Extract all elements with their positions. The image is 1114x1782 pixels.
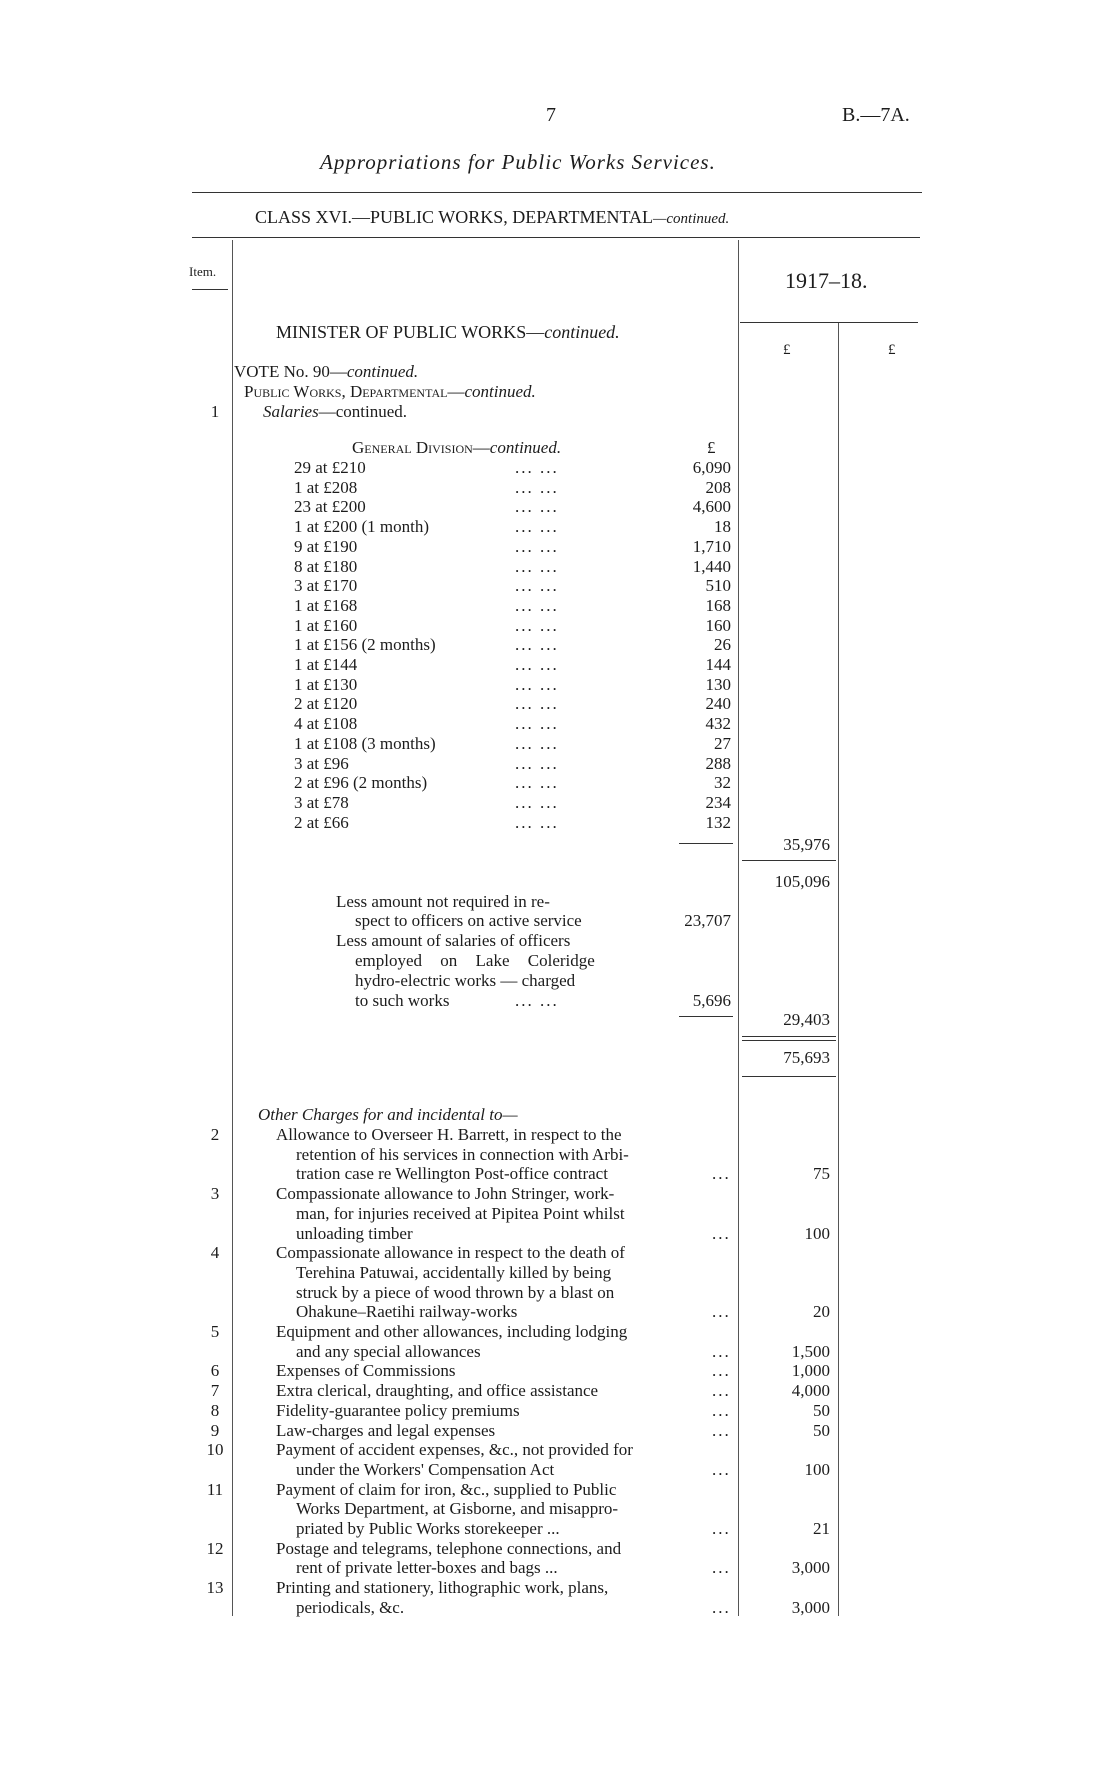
salary-row-amount: 1,710: [692, 537, 731, 556]
vote-heading-continued: continued.: [346, 362, 419, 381]
charge-amount: 3,000: [791, 1598, 830, 1617]
salary-row-amount: 132: [705, 813, 731, 832]
salary-row-amount: 510: [705, 576, 731, 595]
charge-description-line: Ohakune–Raetihi railway-works: [296, 1302, 518, 1321]
item-number: 7: [210, 1381, 220, 1400]
deduction-1-amount: 23,707: [684, 911, 731, 930]
salary-row-label: 4 at £108: [294, 714, 358, 733]
charge-amount: 20: [813, 1302, 830, 1321]
deduction-2-line-4: to such works: [355, 991, 450, 1010]
salary-row-leader: ... ...: [515, 616, 559, 635]
salary-row-leader: ... ...: [515, 714, 559, 733]
year-column-header: 1917–18.: [785, 268, 868, 293]
charge-amount: 50: [813, 1421, 830, 1440]
salary-row-label: 1 at £168: [294, 596, 358, 615]
salary-row-amount: 130: [705, 675, 731, 694]
charge-description-line: Extra clerical, draughting, and office assistance: [276, 1381, 599, 1400]
document-reference: B.—7A.: [842, 104, 910, 126]
charge-description-line: Compassionate allowance to John Stringer, work-: [276, 1184, 615, 1203]
deduction-2-line-2: employed on Lake Coleridge: [355, 951, 595, 970]
class-heading: [255, 207, 729, 228]
charge-leader: ...: [712, 1381, 731, 1400]
charge-amount: 3,000: [791, 1558, 830, 1577]
salary-row-label: 2 at £120: [294, 694, 358, 713]
department-heading-continued: continued.: [464, 382, 536, 401]
salary-row-leader: ... ...: [515, 458, 559, 477]
salary-row-leader: ... ...: [515, 576, 559, 595]
salary-row-amount: 1,440: [692, 557, 731, 576]
item-column-divider: [232, 240, 233, 1616]
salary-row-amount: 144: [705, 655, 731, 674]
charge-description-line: Equipment and other allowances, including lodging: [276, 1322, 628, 1341]
deduction-2-leader: ... ...: [515, 991, 559, 1010]
other-charges-heading: Other Charges for and incidental to—: [258, 1105, 518, 1124]
total-rule: [742, 860, 836, 861]
charge-description-line: Postage and telegrams, telephone connections, and: [276, 1539, 622, 1558]
charge-description-line: retention of his services in connection with Arbi-: [296, 1145, 629, 1164]
salary-row-amount: 18: [714, 517, 731, 536]
amount-column-divider: [738, 240, 739, 1616]
salary-row-amount: 26: [714, 635, 731, 654]
salary-row-leader: ... ...: [515, 497, 559, 516]
general-division-text: General Division—: [352, 438, 490, 457]
header-rule: [192, 237, 920, 238]
charge-amount: 75: [813, 1164, 830, 1183]
charge-description-line: periodicals, &c.: [296, 1598, 405, 1617]
minister-heading: [276, 322, 620, 343]
charge-amount: 100: [804, 1460, 830, 1479]
year-column-divider: [838, 322, 839, 1616]
salary-row-amount: 160: [705, 616, 731, 635]
charge-amount: 4,000: [791, 1381, 830, 1400]
charge-amount: 1,000: [791, 1361, 830, 1380]
salary-row-leader: ... ...: [515, 517, 559, 536]
salaries-heading-continued: —continued.: [318, 402, 408, 421]
item-header-underline: [192, 289, 228, 290]
class-heading-continued: —continued.: [653, 211, 730, 227]
item-number: 3: [210, 1184, 220, 1203]
charge-leader: ...: [712, 1401, 731, 1420]
salary-row-label: 8 at £180: [294, 557, 358, 576]
salary-row-leader: ... ...: [515, 557, 559, 576]
charge-description-line: man, for injuries received at Pipitea Point whilst: [296, 1204, 625, 1223]
salary-row-amount: 6,090: [692, 458, 731, 477]
deductions-total: 29,403: [783, 1010, 830, 1029]
salary-row-label: 9 at £190: [294, 537, 358, 556]
salary-row-amount: 4,600: [692, 497, 731, 516]
salary-row-leader: ... ...: [515, 537, 559, 556]
salary-row-leader: ... ...: [515, 773, 559, 792]
item-number: 4: [210, 1243, 220, 1262]
salary-row-leader: ... ...: [515, 478, 559, 497]
charge-description-line: Printing and stationery, lithographic work, plans,: [276, 1578, 609, 1597]
charge-description-line: under the Workers' Compensation Act: [296, 1460, 555, 1479]
charge-description-line: unloading timber: [296, 1224, 413, 1243]
charge-description-line: Fidelity-guarantee policy premiums: [276, 1401, 520, 1420]
salary-row-leader: ... ...: [515, 596, 559, 615]
salaries-heading: [263, 402, 407, 422]
salary-row-amount: 27: [714, 734, 731, 753]
deduction-2-amount: 5,696: [692, 991, 731, 1010]
class-heading-text: CLASS XVI.—PUBLIC WORKS, DEPARTMENTAL: [255, 207, 654, 227]
charge-description-line: and any special allowances: [296, 1342, 481, 1361]
salary-row-label: 3 at £78: [294, 793, 349, 812]
charge-leader: ...: [712, 1302, 731, 1321]
subtotal-rule: [679, 843, 733, 844]
salary-row-leader: ... ...: [515, 793, 559, 812]
minister-heading-continued: continued.: [544, 322, 620, 342]
deduction-2-line-1: Less amount of salaries of officers: [336, 931, 571, 950]
salary-row-label: 1 at £130: [294, 675, 358, 694]
charge-leader: ...: [712, 1421, 731, 1440]
salary-row-leader: ... ...: [515, 754, 559, 773]
salaries-heading-text: Salaries: [263, 402, 319, 421]
charge-description-line: Law-charges and legal expenses: [276, 1421, 496, 1440]
salary-row-leader: ... ...: [515, 675, 559, 694]
item-column-header: Item.: [189, 264, 217, 279]
deduction-2-line-3: hydro-electric works — charged: [355, 971, 576, 990]
deduction-1-line-2: spect to officers on active service: [355, 911, 582, 930]
item-number: 13: [206, 1578, 224, 1597]
net-rule-bottom: [742, 1076, 836, 1077]
charge-description-line: struck by a piece of wood thrown by a blast on: [296, 1283, 615, 1302]
general-division-heading: [352, 438, 561, 458]
pound-sign-col2: £: [888, 342, 896, 358]
item-number: 1: [210, 402, 220, 421]
salary-row-amount: 32: [714, 773, 731, 792]
salary-row-amount: 240: [705, 694, 731, 713]
salary-row-amount: 234: [705, 793, 731, 812]
charge-leader: ...: [712, 1164, 731, 1183]
salary-row-label: 1 at £108 (3 months): [294, 734, 436, 753]
charge-description-line: priated by Public Works storekeeper ...: [296, 1519, 560, 1538]
salary-row-label: 1 at £156 (2 months): [294, 635, 436, 654]
salary-row-amount: 288: [705, 754, 731, 773]
salary-row-amount: 208: [705, 478, 731, 497]
salary-row-label: 1 at £144: [294, 655, 358, 674]
charge-amount: 100: [804, 1224, 830, 1243]
item-number: 9: [210, 1421, 220, 1440]
title-rule: [192, 192, 922, 193]
item-number: 6: [210, 1361, 220, 1380]
salary-row-label: 3 at £96: [294, 754, 349, 773]
item-number: 10: [206, 1440, 224, 1459]
salary-row-label: 1 at £208: [294, 478, 358, 497]
salary-row-label: 2 at £66: [294, 813, 349, 832]
net-rule-top-2: [742, 1040, 836, 1041]
salary-row-label: 23 at £200: [294, 497, 366, 516]
salary-row-leader: ... ...: [515, 655, 559, 674]
vote-heading: [234, 362, 418, 382]
salary-row-leader: ... ...: [515, 813, 559, 832]
charge-leader: ...: [712, 1361, 731, 1380]
charge-leader: ...: [712, 1558, 731, 1577]
deduction-1-line-1: Less amount not required in re-: [336, 892, 550, 911]
general-division-pound: £: [707, 438, 716, 457]
charge-description-line: tration case re Wellington Post-office contract: [296, 1164, 608, 1183]
charge-leader: ...: [712, 1342, 731, 1361]
deduction-rule: [679, 1016, 733, 1017]
salary-row-label: 2 at £96 (2 months): [294, 773, 428, 792]
charge-leader: ...: [712, 1598, 731, 1617]
department-heading-text: Public Works, Departmental—: [244, 382, 465, 401]
charge-description-line: Compassionate allowance in respect to the death of: [276, 1243, 625, 1262]
general-division-continued: continued.: [489, 438, 562, 457]
salary-row-amount: 432: [705, 714, 731, 733]
charge-description-line: rent of private letter-boxes and bags ...: [296, 1558, 558, 1577]
salary-row-amount: 168: [705, 596, 731, 615]
item-number: 11: [206, 1480, 224, 1499]
charge-description-line: Works Department, at Gisborne, and misappro-: [296, 1499, 619, 1518]
salary-row-label: 3 at £170: [294, 576, 358, 595]
salary-row-label: 29 at £210: [294, 458, 366, 477]
item-number: 12: [206, 1539, 224, 1558]
charge-description-line: Payment of accident expenses, &c., not provided for: [276, 1440, 633, 1459]
salary-row-leader: ... ...: [515, 734, 559, 753]
item-number: 2: [210, 1125, 220, 1144]
charge-leader: ...: [712, 1519, 731, 1538]
net-rule-top: [742, 1036, 836, 1037]
charge-amount: 1,500: [791, 1342, 830, 1361]
item-number: 8: [210, 1401, 220, 1420]
pound-sign-col1: £: [783, 342, 791, 358]
department-heading: [244, 382, 536, 402]
page-title: Appropriations for Public Works Services.: [320, 150, 716, 174]
charge-description-line: Expenses of Commissions: [276, 1361, 456, 1380]
salary-row-leader: ... ...: [515, 694, 559, 713]
vote-heading-text: VOTE No. 90—: [234, 362, 347, 381]
minister-heading-text: MINISTER OF PUBLIC WORKS—: [276, 322, 545, 342]
salary-row-leader: ... ...: [515, 635, 559, 654]
salary-row-label: 1 at £160: [294, 616, 358, 635]
charge-amount: 21: [813, 1519, 830, 1538]
page-number: 7: [546, 104, 556, 126]
salary-row-label: 1 at £200 (1 month): [294, 517, 430, 536]
year-header-rule: [740, 322, 918, 323]
salary-total: 105,096: [774, 872, 830, 891]
net-total: 75,693: [783, 1048, 830, 1067]
charge-description-line: Terehina Patuwai, accidentally killed by being: [296, 1263, 612, 1282]
item-number: 5: [210, 1322, 220, 1341]
charge-description-line: Payment of claim for iron, &c., supplied to Public: [276, 1480, 617, 1499]
charge-leader: ...: [712, 1224, 731, 1243]
charge-amount: 50: [813, 1401, 830, 1420]
charge-description-line: Allowance to Overseer H. Barrett, in respect to the: [276, 1125, 622, 1144]
salary-subtotal: 35,976: [783, 835, 830, 854]
charge-leader: ...: [712, 1460, 731, 1479]
